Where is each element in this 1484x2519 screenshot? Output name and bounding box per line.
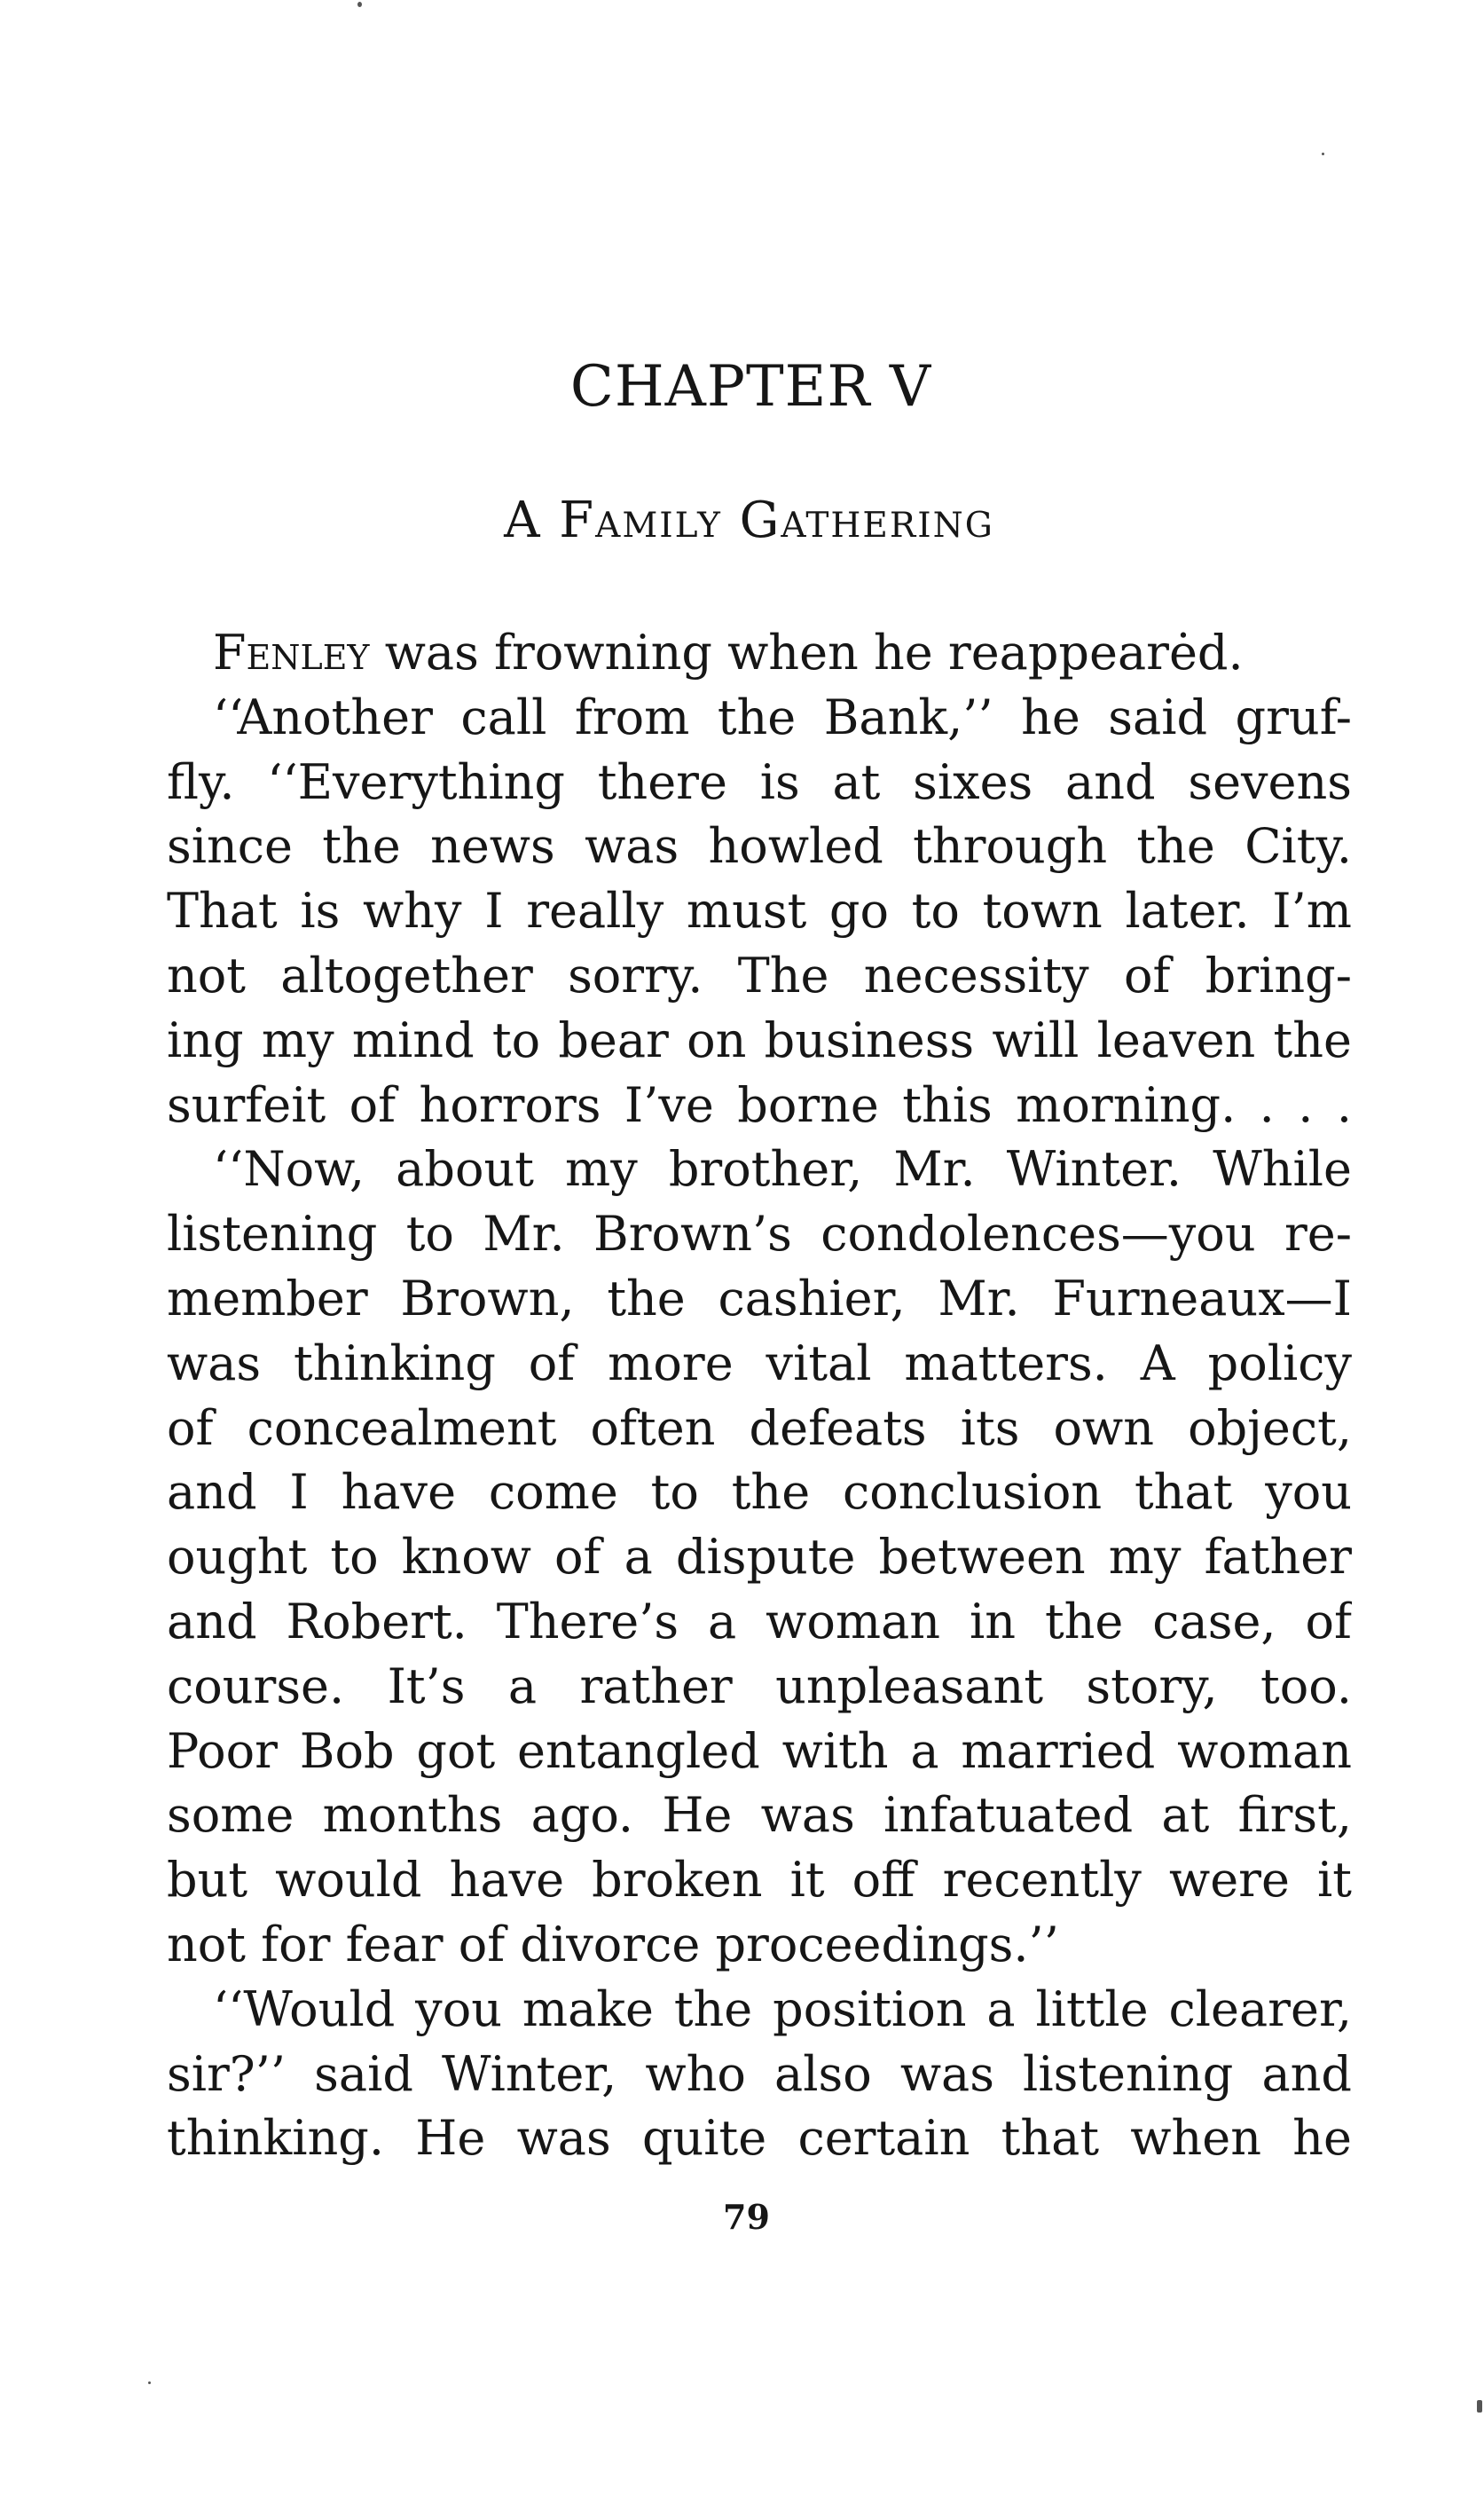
text-line: ‘‘Another call from the Bank,’’ he said gruf- — [213, 689, 1352, 745]
chapter-title: A Family Gathering — [504, 492, 994, 549]
text-line: not altogether sorry. The necessity of bring- — [167, 947, 1352, 1004]
line-text: was frowning when he reappearėd. — [369, 625, 1244, 681]
text-line: not for fear of divorce proceedings.’’ — [167, 1916, 1059, 1972]
text-line: sir?’’ said Winter, who also was listening and — [167, 2045, 1352, 2102]
text-line: but would have broken it off recently were it — [167, 1852, 1352, 1909]
text-line: was thinking of more vital matters. A policy — [167, 1334, 1352, 1391]
page-number: 79 — [723, 2197, 770, 2237]
paragraph — [167, 1978, 1352, 2171]
scan-speck — [148, 2381, 151, 2384]
text-line: member Brown, the cashier, Mr. Furneaux—I — [167, 1270, 1352, 1326]
text-line: fly. ‘‘Everything there is at sixes and sevens — [167, 753, 1352, 810]
text-line: and I have come to the conclusion that you — [167, 1464, 1352, 1521]
text-line: Poor Bob got entangled with a married woman — [167, 1722, 1352, 1779]
paragraph — [167, 621, 1352, 686]
text-line: ‘‘Now, about my brother, Mr. Winter. While — [213, 1141, 1352, 1198]
text-line: some months ago. He was infatuated at first, — [167, 1787, 1352, 1844]
scan-speck — [1477, 2400, 1482, 2413]
scan-speck — [357, 2, 362, 7]
text-line: and Robert. There’s a woman in the case, of — [167, 1593, 1352, 1649]
text-line: ought to know of a dispute between my father — [167, 1529, 1352, 1586]
text-line: listening to Mr. Brown’s condolences—you re- — [167, 1206, 1352, 1263]
text-line: thinking. He was quite certain that when he — [167, 2110, 1352, 2167]
text-line: ‘‘Would you make the position a little clearer, — [213, 1980, 1352, 2037]
text-line: ing my mind to bear on business will leaven the — [167, 1012, 1352, 1068]
lead-word: Fenley — [213, 625, 370, 681]
body-text — [167, 621, 1352, 2171]
paragraph — [167, 686, 1352, 1138]
chapter-heading: CHAPTER V — [569, 354, 932, 420]
paragraph — [167, 1137, 1352, 1977]
text-line: since the news was howled through the City. — [167, 818, 1352, 875]
text-line: course. It’s a rather unpleasant story, too. — [167, 1657, 1352, 1714]
text-line: of concealment often defeats its own object, — [167, 1399, 1352, 1456]
text-line: surfeit of horrors I’ve borne this morning. . . . — [167, 1076, 1352, 1133]
text-line: That is why I really must go to town later. I’m — [167, 883, 1352, 940]
text-line — [167, 621, 1352, 686]
scan-speck — [1322, 153, 1324, 155]
